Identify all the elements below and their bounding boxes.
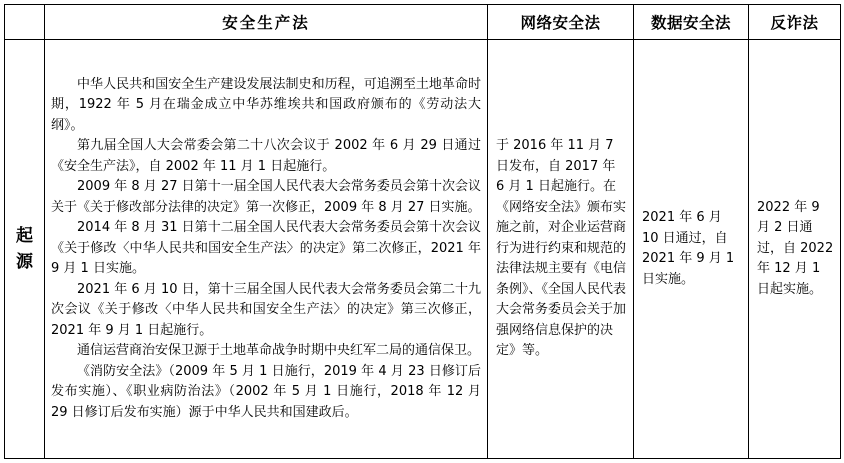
data-law-text: 2021 年 6 月 10 日通过，自 2021 年 9 月 1 日实施。 bbox=[642, 210, 735, 287]
safety-law-paragraph-6: 通信运营商治安保卫源于土地革命战争时期中央红军二局的通信保卫。 bbox=[77, 343, 481, 359]
fraud-law-text: 2022 年 9 月 2 日通过，自 2022 年 12 月 1 日起实施。 bbox=[757, 199, 834, 297]
fraud-law-origin-cell bbox=[749, 40, 841, 459]
header-row bbox=[5, 5, 841, 40]
header-data-law: 数据安全法 bbox=[634, 5, 749, 40]
safety-law-paragraph-7: 《消防安全法》（2009 年 5 月 1 日施行，2019 年 4 月 23 日修订后发布实施）、《职业病防治法》（2002 年 5 月 1 日施行，2018 年 12 月 29 日修订后发布实施）源于中华人民共和国建政后。 bbox=[51, 363, 481, 420]
row-label-origin bbox=[5, 40, 45, 459]
safety-law-paragraph-1: 中华人民共和国安全生产建设发展法制史和历程，可追溯至土地革命时期，1922 年 5 月在瑞金成立中华苏维埃共和国政府颁布的《劳动法大纲》。 bbox=[51, 76, 481, 133]
safety-law-paragraph-2: 第九届全国人大会常委会第二十八次会议于 2002 年 6 月 29 日通过《安全生产法》，自 2002 年 11 月 1 日起施行。 bbox=[51, 138, 481, 174]
origin-row bbox=[5, 40, 841, 459]
safety-law-origin-cell bbox=[45, 40, 488, 459]
header-network-law: 网络安全法 bbox=[488, 5, 634, 40]
safety-law-paragraph-3: 2009 年 8 月 27 日第十一届全国人民代表大会常务委员会第十次会议关于《关于修改部分法律的决定》第一次修正，2009 年 8 月 27 日实施。 bbox=[51, 179, 481, 215]
header-safety-law: 安全生产法 bbox=[45, 5, 488, 40]
law-comparison-table bbox=[4, 4, 841, 459]
safety-law-paragraph-5: 2021 年 6 月 10 日，第十三届全国人民代表大会常务委员会第二十九次会议《关于修改〈中华人民共和国安全生产法〉的决定》第三次修正，2021 年 9 月 1 日起施行。 bbox=[51, 281, 481, 338]
network-law-origin-cell bbox=[488, 40, 634, 459]
header-fraud-law: 反诈法 bbox=[749, 5, 841, 40]
safety-law-paragraph-4: 2014 年 8 月 31 日第十二届全国人民代表大会常务委员会第十次会议《关于修改〈中华人民共和国安全生产法〉的决定》第二次修正，2021 年 9 月 1 日实施。 bbox=[51, 220, 481, 277]
row-label-char-1: 起 bbox=[16, 226, 33, 246]
header-corner bbox=[5, 5, 45, 40]
row-label-char-2: 源 bbox=[16, 252, 33, 272]
data-law-origin-cell bbox=[634, 40, 749, 459]
network-law-text: 于 2016 年 11 月 7 日发布，自 2017 年 6 月 1 日起施行。在《网络安全法》颁布实施之前，对企业运营商行为进行约束和规范的法律法规主要有《电信条例》、《全国人民代表大会常务委员会关于加强网络信息保护的决定》等。 bbox=[496, 138, 627, 359]
